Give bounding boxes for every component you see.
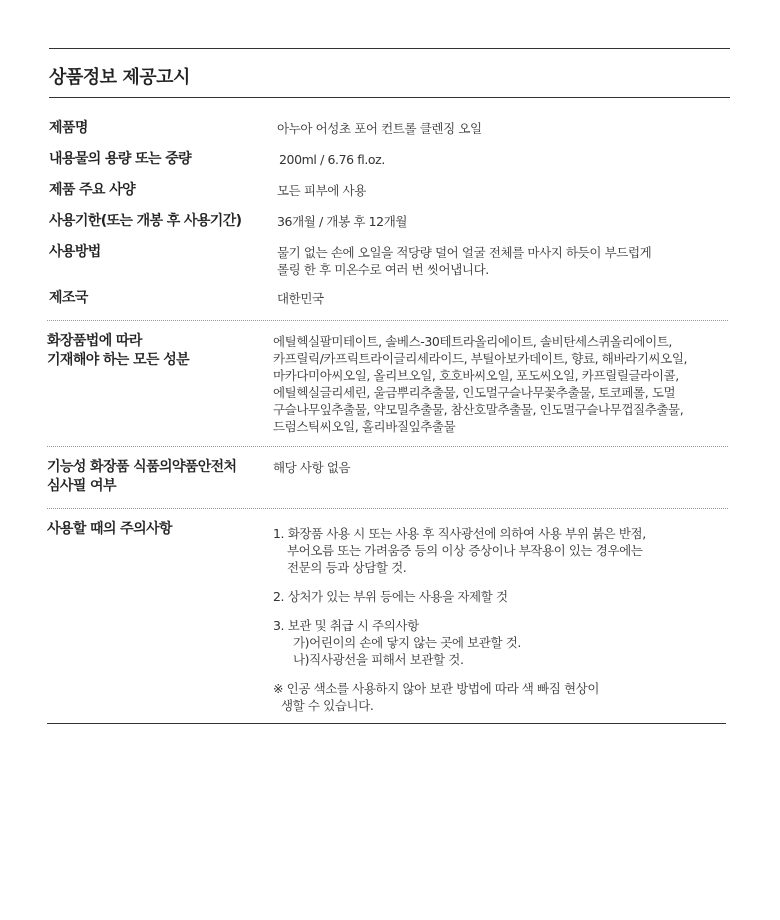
section-divider [47,320,728,321]
row-label: 제품 주요 사양 [49,182,136,198]
row-label: 내용물의 용량 또는 중량 [49,151,192,167]
caution-note-line: ※ 인공 색소를 사용하지 않아 보관 방법에 따라 색 빠짐 현상이 [273,681,600,696]
functional-label-line: 기능성 화장품 식품의약품안전처 [47,459,237,475]
page-title: 상품정보 제공고시 [49,67,190,88]
caution-note-line: 생할 수 있습니다. [281,698,374,713]
cautions-label: 사용할 때의 주의사항 [47,521,172,537]
section-divider [47,508,728,509]
row-value-line: 롤링 한 후 미온수로 여러 번 씻어냅니다. [277,262,489,277]
caution-item-3-line: 가)어린이의 손에 닿지 않는 곳에 보관할 것. [293,635,521,650]
row-value: 36개월 / 개봉 후 12개월 [277,214,408,229]
title-divider [49,97,730,98]
ingredients-label-line: 기재해야 하는 모든 성분 [47,352,190,368]
row-value: 아누아 어성초 포어 컨트롤 클렌징 오일 [277,121,482,136]
bottom-divider [47,723,726,724]
row-value: 모든 피부에 사용 [277,183,366,198]
ingredients-line: 에틸헥실글리세린, 울금뿌리추출물, 인도멀구슬나무꽃추출물, 토코페롤, 도멀 [273,385,676,400]
ingredients-line: 카프릴릭/카프릭트라이글리세라이드, 부틸아보카데이트, 향료, 해바라기씨오일, [273,351,688,366]
section-divider [47,446,728,447]
row-value: 대한민국 [277,291,324,306]
ingredients-label-line: 화장품법에 따라 [47,333,142,349]
functional-label-line: 심사필 여부 [47,478,116,494]
row-label: 제조국 [49,290,88,306]
row-label: 사용기한(또는 개봉 후 사용기간) [49,213,242,229]
ingredients-line: 에틸헥실팔미테이트, 솔베스-30테트라올리에이트, 솔비탄세스퀴올리에이트, [273,334,673,349]
caution-item-2: 2. 상처가 있는 부위 등에는 사용을 자제할 것 [273,589,508,604]
ingredients-line: 구슬나무잎추출물, 약모밀추출물, 참산호말추출물, 인도멀구슬나무껍질추출물, [273,402,684,417]
ingredients-line: 드럼스틱씨오일, 홀리바질잎추출물 [273,419,456,434]
caution-item-3-line: 3. 보관 및 취급 시 주의사항 [273,618,419,633]
ingredients-line: 마카다미아씨오일, 올리브오일, 호호바씨오일, 포도씨오일, 카프릴릴글라이콜, [273,368,679,383]
row-label: 사용방법 [49,244,101,260]
functional-value: 해당 사항 없음 [273,460,351,475]
row-value-line: 물기 없는 손에 오일을 적당량 덜어 얼굴 전체를 마사지 하듯이 부드럽게 [277,245,652,260]
caution-item-1-line: 1. 화장품 사용 시 또는 사용 후 직사광선에 의하여 사용 부위 붉은 반점, [273,526,646,541]
row-value: 200ml / 6.76 fl.oz. [279,152,385,167]
caution-item-1-line: 전문의 등과 상담할 것. [287,560,407,575]
top-divider [49,48,730,49]
caution-item-1-line: 부어오름 또는 가려움증 등의 이상 증상이나 부작용이 있는 경우에는 [287,543,643,558]
caution-item-3-line: 나)직사광선을 피해서 보관할 것. [293,652,464,667]
row-label: 제품명 [49,120,88,136]
